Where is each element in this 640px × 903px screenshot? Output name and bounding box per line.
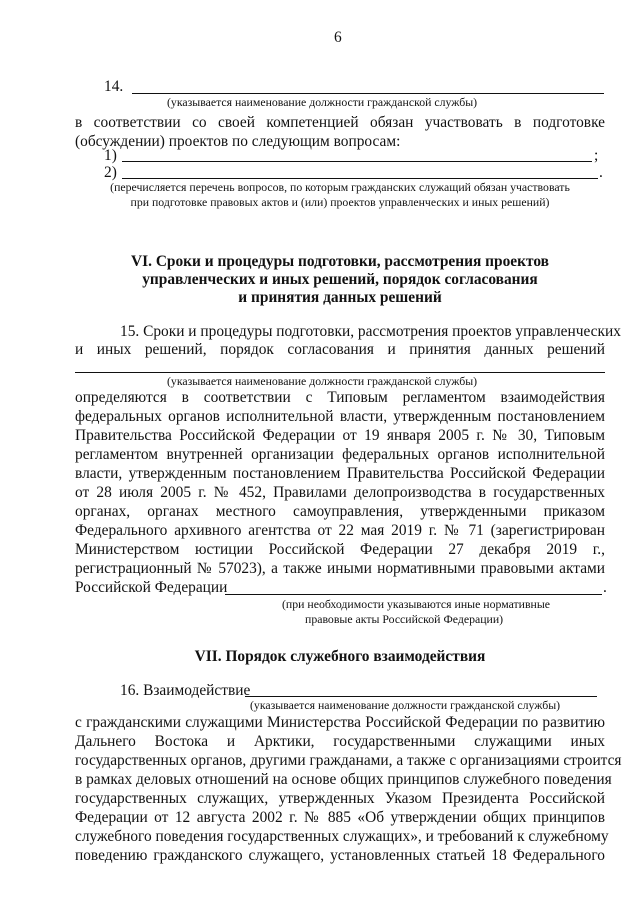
section-6-body-line: федеральных органов исполнительной власти, утвержденным постановлением <box>75 408 605 425</box>
item-14-blank-line[interactable] <box>132 93 604 94</box>
list-item-1-blank-line[interactable] <box>122 161 592 162</box>
list-item-1-end: ; <box>594 147 599 164</box>
section-6-body-line: регламентом внутренней организации федеральных органов исполнительной <box>75 446 605 463</box>
section-6-heading-line: VI. Сроки и процедуры подготовки, рассмотрения проектов <box>131 253 549 270</box>
list-item-1-number: 1) <box>104 147 117 164</box>
item-14-number: 14. <box>104 78 124 95</box>
item-14-hint: (указывается наименование должности гражданской службы) <box>167 95 478 109</box>
item-14-text-line: в соответствии со своей компетенцией обязан участвовать в подготовке <box>75 114 605 131</box>
section-7-body-line: Федерации от 12 августа 2002 г. № 885 «Об утверждении общих принципов <box>75 809 605 826</box>
page-number: 6 <box>334 29 342 46</box>
item-15-hint: (указывается наименование должности гражданской службы) <box>167 374 478 388</box>
other-acts-blank-line[interactable] <box>225 594 602 595</box>
item-16-hint: (указывается наименование должности гражданской службы) <box>250 698 561 712</box>
section-7-heading: VII. Порядок служебного взаимодействия <box>194 648 486 665</box>
section-7-body-line: служебного поведения государственных служащих», и требований к служебному <box>75 828 609 845</box>
section-6-body-line: Федерального архивного агентства от 22 мая 2019 г. № 71 (зарегистрирован <box>75 522 605 539</box>
section-6-body-line: Правительства Российской Федерации от 19 января 2005 г. № 30, Типовым <box>75 427 605 444</box>
section-6-heading-line: управленческих и иных решений, порядок согласования <box>142 271 538 288</box>
section-6-heading-line: и принятия данных решений <box>238 289 442 306</box>
section-7-body-line: с гражданскими служащими Министерства Российской Федерации по развитию <box>75 714 605 731</box>
item-14-text-line: (обсуждении) проектов по следующим вопросам: <box>75 133 401 150</box>
item-15-intro-line: 15. Сроки и процедуры подготовки, рассмотрения проектов управленческих <box>120 323 621 340</box>
other-acts-note-line: правовые акты Российской Федерации) <box>305 612 504 626</box>
section-7-body-line: в рамках деловых отношений на основе общих принципов служебного поведения <box>75 771 612 788</box>
section-6-body-line: власти, утвержденным постановлением Правительства Российской Федерации <box>75 465 605 482</box>
item-16-blank-line[interactable] <box>245 696 597 697</box>
section-7-body-line: Дальнего Востока и Арктики, государственными служащими иных <box>75 733 605 750</box>
list-hint-line: (перечисляется перечень вопросов, по которым гражданских служащий обязан участвовать <box>110 180 570 194</box>
section-6-body-line: органах, органах местного самоуправления, утвержденными приказом <box>75 503 605 520</box>
list-item-2-blank-line[interactable] <box>122 178 598 179</box>
section-6-body-line: от 28 июля 2005 г. № 452, Правилами делопроизводства в государственных <box>75 484 605 501</box>
list-item-2-end: . <box>599 164 603 181</box>
item-16-intro: 16. Взаимодействие <box>120 682 251 699</box>
item-15-intro-line: и иных решений, порядок согласования и принятия данных решений <box>75 341 605 358</box>
section-6-body-line: Министерством юстиции Российской Федерации 27 декабря 2019 г., <box>75 541 605 558</box>
item-15-blank-line[interactable] <box>75 372 605 373</box>
list-hint-line: при подготовке правовых актов и (или) проектов управленческих и иных решений) <box>130 195 550 209</box>
section-6-body-line: регистрационный № 57023), а также иными нормативными правовыми актами <box>75 560 605 577</box>
list-item-2-number: 2) <box>104 164 117 181</box>
section-6-last-line-end: . <box>603 579 607 596</box>
section-6-body-line: определяются в соответствии с Типовым регламентом взаимодействия <box>75 389 605 406</box>
section-7-body-line: поведению гражданского служащего, установленных статьей 18 Федерального <box>75 847 605 864</box>
section-6-last-line: Российской Федерации <box>75 579 228 596</box>
other-acts-note-line: (при необходимости указываются иные нормативные <box>282 597 551 611</box>
section-7-body-line: государственных органов, другими гражданами, а также с организациями строится <box>75 752 622 769</box>
section-7-body-line: государственных служащих, утвержденных Указом Президента Российской <box>75 790 605 807</box>
